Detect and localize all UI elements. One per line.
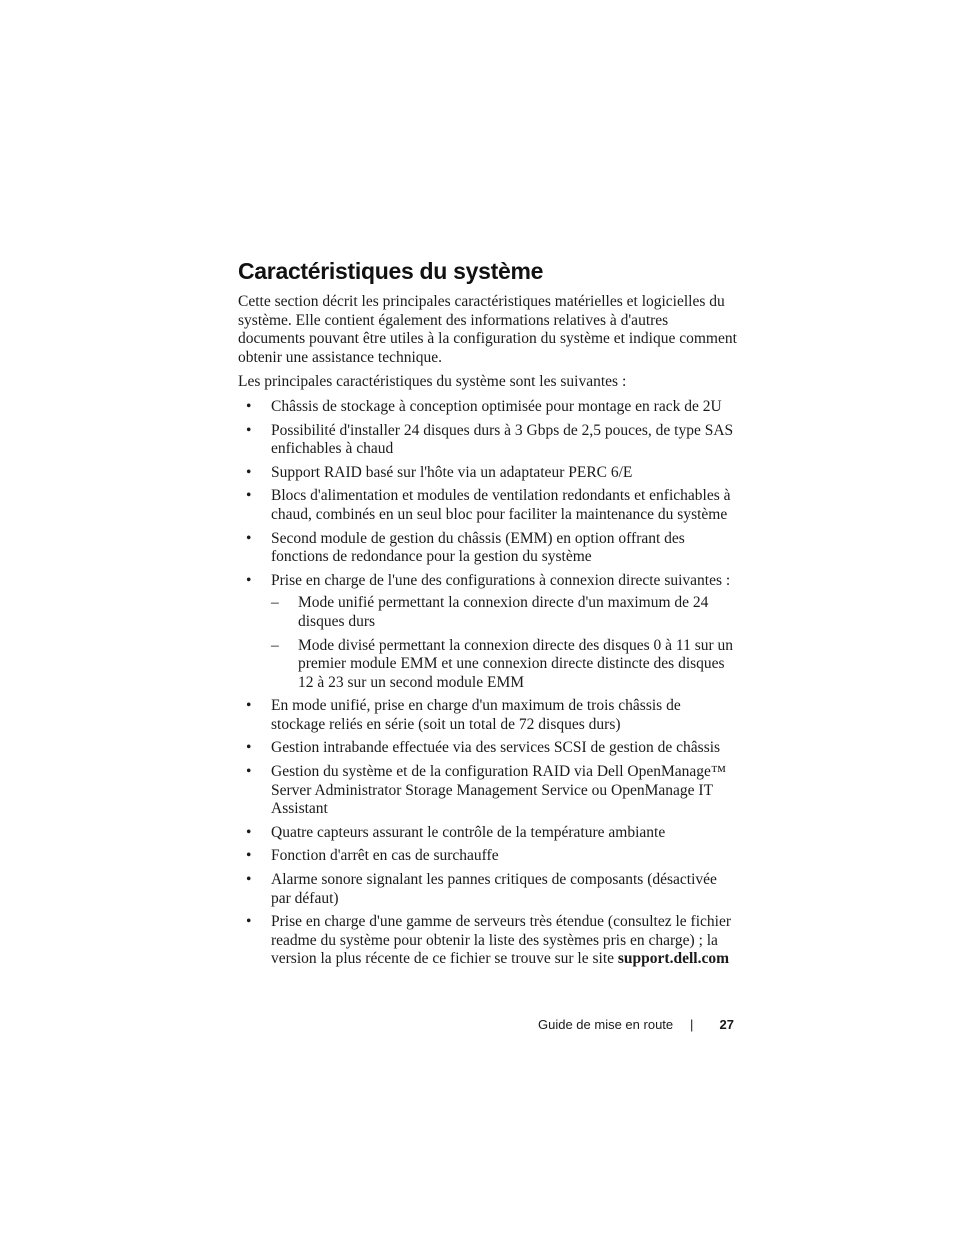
feature-list	[238, 398, 738, 969]
list-item: • Prise en charge de l'une des configurations à connexion directe suivantes : – Mode unifié permettant la connexion directe d'un maximum de 24 disques durs – Mode divisé permettant la connexion directe des disques 0 à 11 sur un premier module EMM et une connexion directe distincte des disques 12 à 23 sur un second module EMM	[238, 572, 738, 693]
page-footer	[538, 1015, 734, 1035]
page-title: Caractéristiques du système	[238, 258, 544, 284]
page-number: 27	[719, 1017, 734, 1032]
list-item: • Possibilité d'installer 24 disques durs à 3 Gbps de 2,5 pouces, de type SAS enfichables à chaud	[238, 422, 738, 459]
section-body	[238, 293, 738, 974]
sub-list-item: – Mode unifié permettant la connexion directe d'un maximum de 24 disques durs	[271, 594, 738, 631]
list-item: • Châssis de stockage à conception optimisée pour montage en rack de 2U	[238, 398, 738, 417]
list-item: • Gestion du système et de la configuration RAID via Dell OpenManage™ Server Administrator Storage Management Service ou OpenManage IT Assistant	[238, 763, 738, 819]
list-item: • Support RAID basé sur l'hôte via un adaptateur PERC 6/E	[238, 464, 738, 483]
list-intro: Les principales caractéristiques du système sont les suivantes :	[238, 373, 627, 391]
list-item: • Alarme sonore signalant les pannes critiques de composants (désactivée par défaut)	[238, 871, 738, 908]
footer-guide-title: Guide de mise en route	[538, 1017, 674, 1032]
list-item: • Prise en charge d'une gamme de serveurs très étendue (consultez le fichier readme du système pour obtenir la liste des systèmes pris en charge) ; la version la plus récente de ce fichier se trouve sur le site support.dell.com	[238, 913, 738, 969]
sub-list-item: – Mode divisé permettant la connexion directe des disques 0 à 11 sur un premier module EMM et une connexion directe distincte des disques 12 à 23 sur un second module EMM	[271, 637, 738, 693]
footer-separator: |	[690, 1017, 694, 1032]
list-item: • Fonction d'arrêt en cas de surchauffe	[238, 847, 738, 866]
intro-paragraph: Cette section décrit les principales caractéristiques matérielles et logicielles du système. Elle contient également des informations relatives à d'autres documents pouvant être utiles à la configuration du système et indique comment obtenir une assistance technique.	[238, 293, 737, 366]
list-item: • Second module de gestion du châssis (EMM) en option offrant des fonctions de redondance pour la gestion du système	[238, 530, 738, 567]
support-site-link[interactable]: support.dell.com	[617, 950, 729, 968]
list-item: • Gestion intrabande effectuée via des services SCSI de gestion de châssis	[238, 739, 738, 758]
list-item: • En mode unifié, prise en charge d'un maximum de trois châssis de stockage reliés en série (soit un total de 72 disques durs)	[238, 697, 738, 734]
sub-feature-list	[271, 594, 738, 692]
list-item: • Quatre capteurs assurant le contrôle de la température ambiante	[238, 824, 738, 843]
list-item: • Blocs d'alimentation et modules de ventilation redondants et enfichables à chaud, combinés en un seul bloc pour faciliter la maintenance du système	[238, 487, 738, 524]
